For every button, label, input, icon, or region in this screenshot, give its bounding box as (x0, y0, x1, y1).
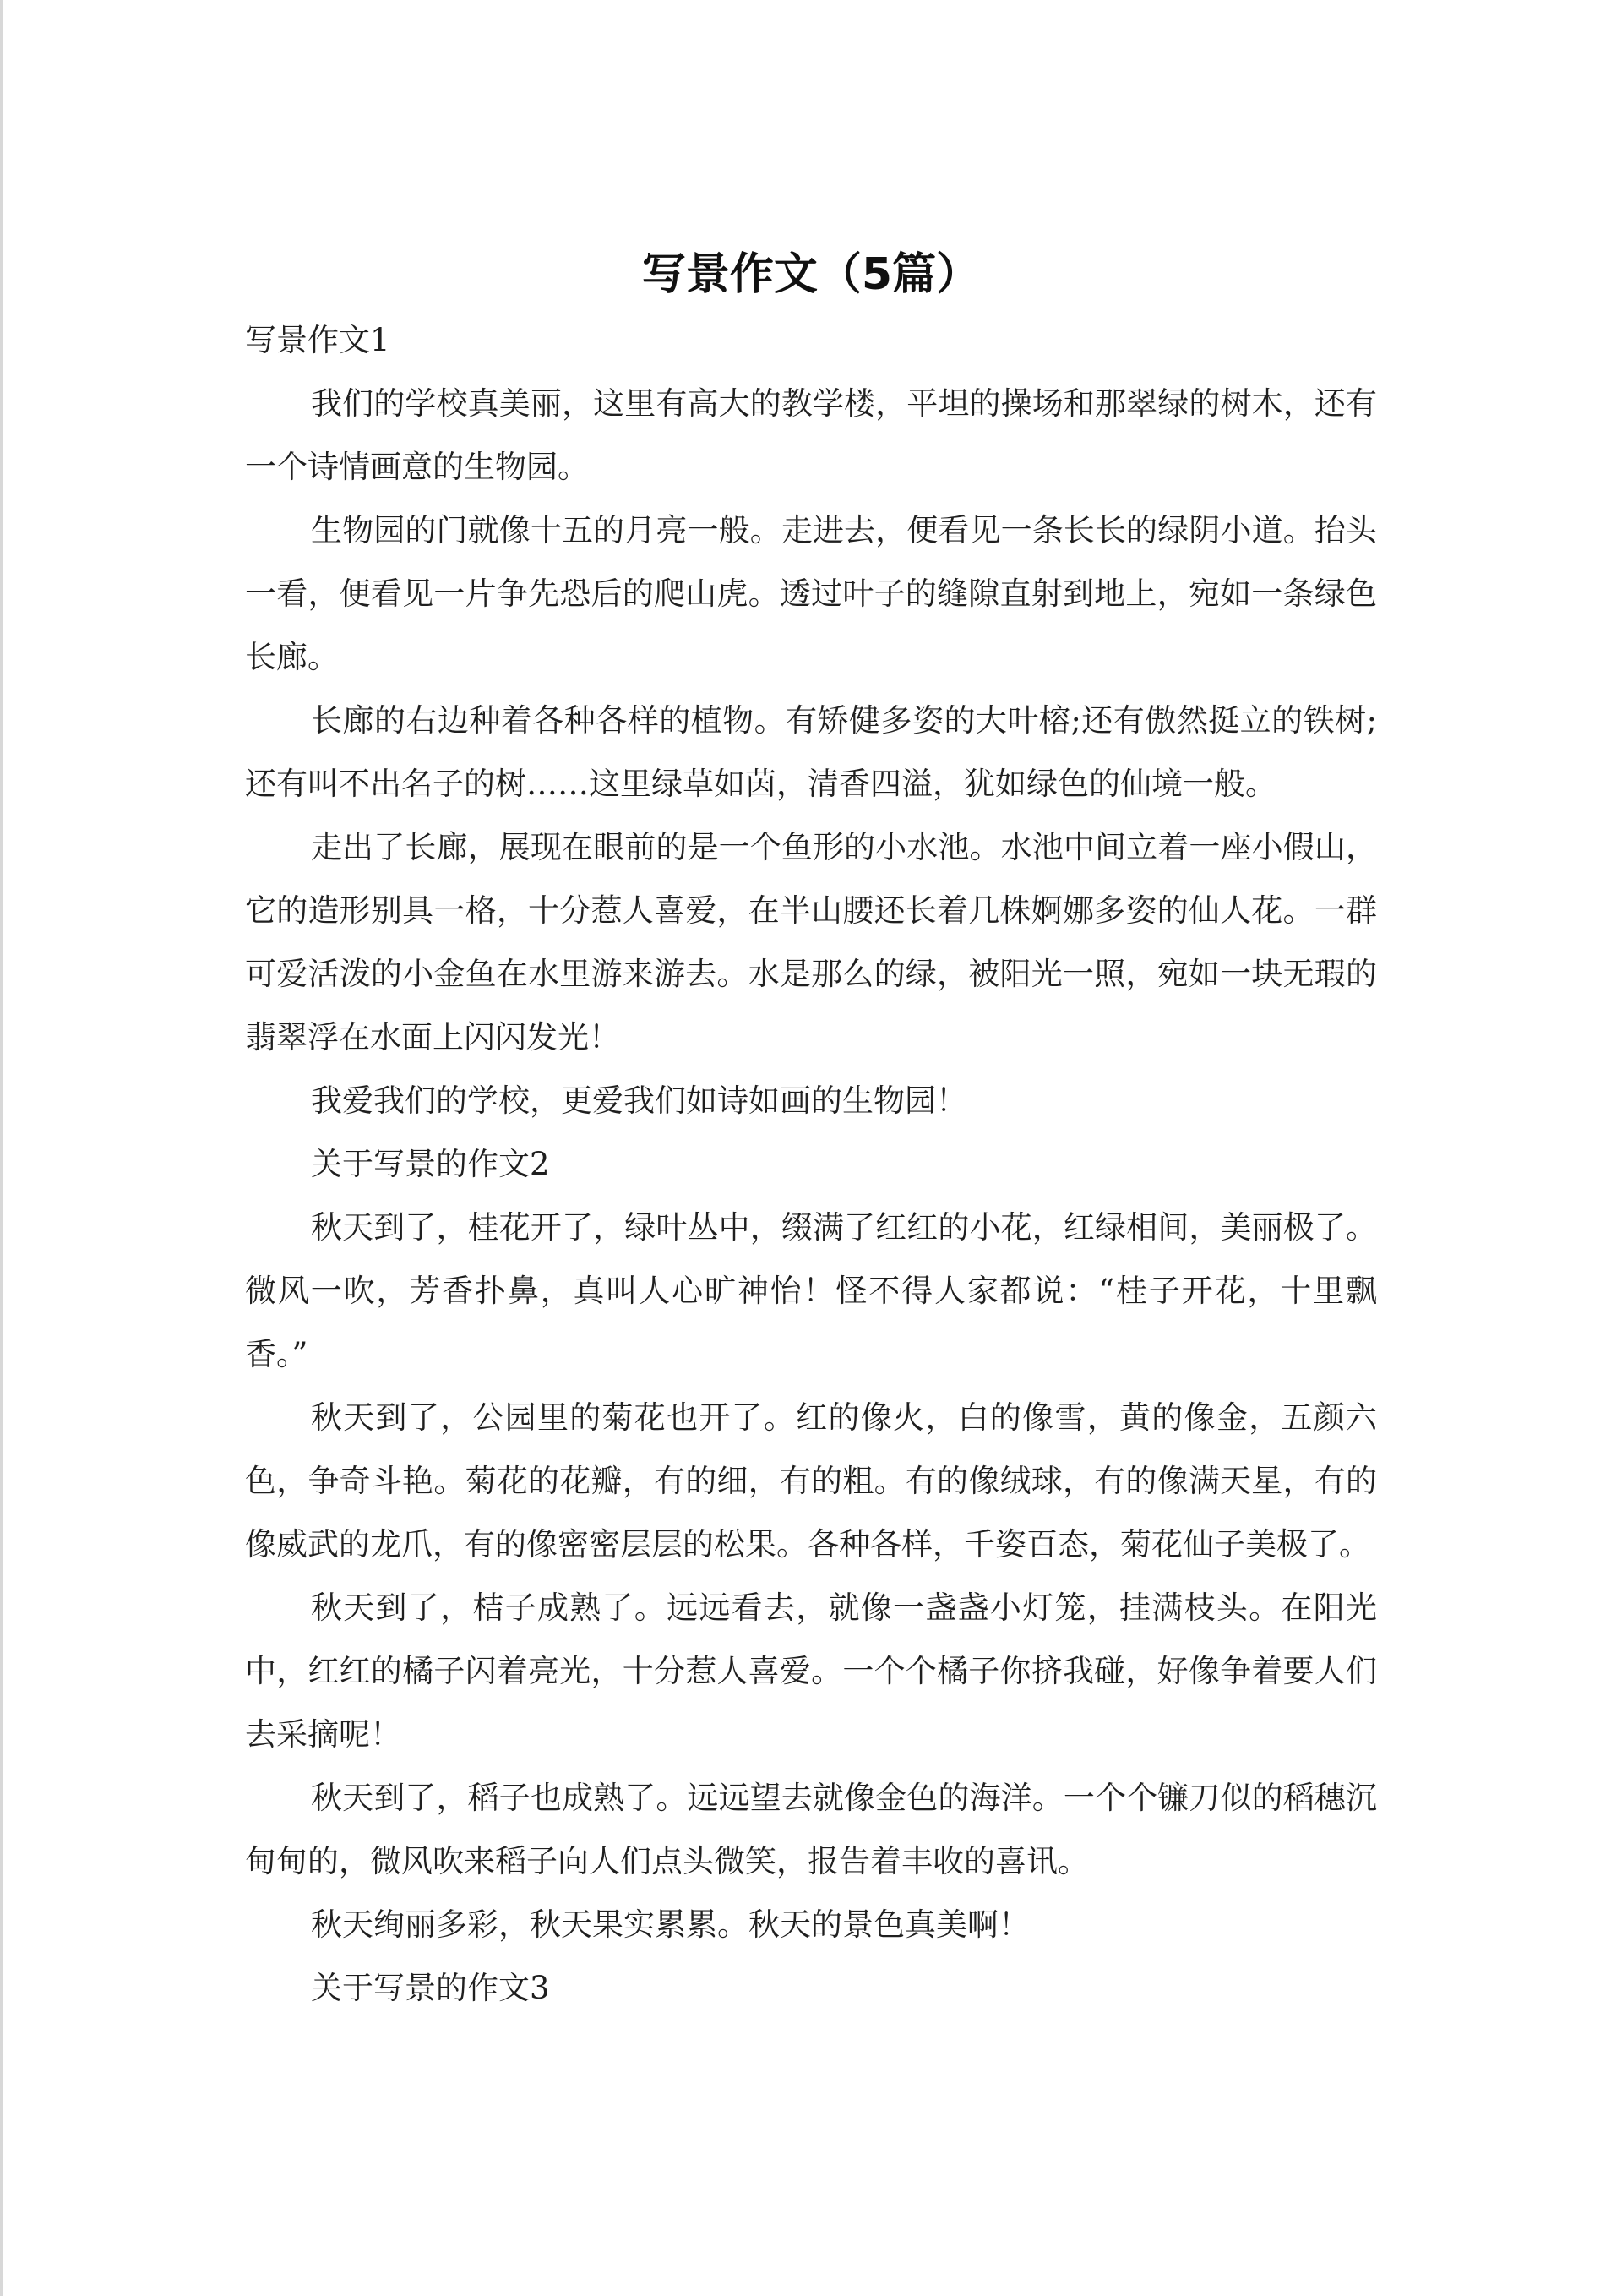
paragraph: 秋天到了，公园里的菊花也开了。红的像火，白的像雪，黄的像金，五颜六色，争奇斗艳。菊花的花瓣，有的细，有的粗。有的像绒球，有的像满天星，有的像威武的龙爪，有的像密密层层的松果。各种各样，千姿百态，菊花仙子美极了。 (245, 1399, 1377, 1562)
section-heading-2: 关于写景的作文2 (311, 1146, 550, 1182)
paragraph: 生物园的门就像十五的月亮一般。走进去，便看见一条长长的绿阴小道。抬头一看，便看见一片争先恐后的爬山虎。透过叶子的缝隙直射到地上，宛如一条绿色长廊。 (245, 512, 1377, 675)
paragraph: 走出了长廊，展现在眼前的是一个鱼形的小水池。水池中间立着一座小假山，它的造形别具一格，十分惹人喜爱，在半山腰还长着几株婀娜多姿的仙人花。一群可爱活泼的小金鱼在水里游来游去。水是那么的绿，被阳光一照，宛如一块无瑕的翡翠浮在水面上闪闪发光！ (245, 829, 1377, 1055)
paragraph: 我们的学校真美丽，这里有高大的教学楼，平坦的操场和那翠绿的树木，还有一个诗情画意的生物园。 (245, 385, 1377, 485)
document-title: 写景作文（5篇） (641, 249, 981, 300)
paragraph: 秋天绚丽多彩，秋天果实累累。秋天的景色真美啊！ (311, 1906, 1030, 1943)
section-heading-3: 关于写景的作文3 (311, 1970, 550, 2006)
paragraph: 秋天到了，稻子也成熟了。远远望去就像金色的海洋。一个个镰刀似的稻穗沉甸甸的，微风吹来稻子向人们点头微笑，报告着丰收的喜讯。 (245, 1780, 1377, 1879)
document-body (245, 237, 1377, 2020)
paragraph: 我爱我们的学校，更爱我们如诗如画的生物园！ (311, 1083, 967, 1119)
section-heading-1: 写景作文1 (245, 322, 390, 358)
paragraph: 秋天到了，桔子成熟了。远远看去，就像一盏盏小灯笼，挂满枝头。在阳光中，红红的橘子闪着亮光，十分惹人喜爱。一个个橘子你挤我碰，好像争着要人们去采摘呢！ (245, 1590, 1377, 1753)
page-border (0, 0, 3, 2296)
paragraph: 秋天到了，桂花开了，绿叶丛中，缀满了红红的小花，红绿相间，美丽极了。微风一吹，芳香扑鼻，真叫人心旷神怡！怪不得人家都说：“桂子开花，十里飘香。” (245, 1209, 1377, 1372)
paragraph: 长廊的右边种着各种各样的植物。有矫健多姿的大叶榕;还有傲然挺立的铁树;还有叫不出名子的树……这里绿草如茵，清香四溢，犹如绿色的仙境一般。 (245, 702, 1377, 802)
